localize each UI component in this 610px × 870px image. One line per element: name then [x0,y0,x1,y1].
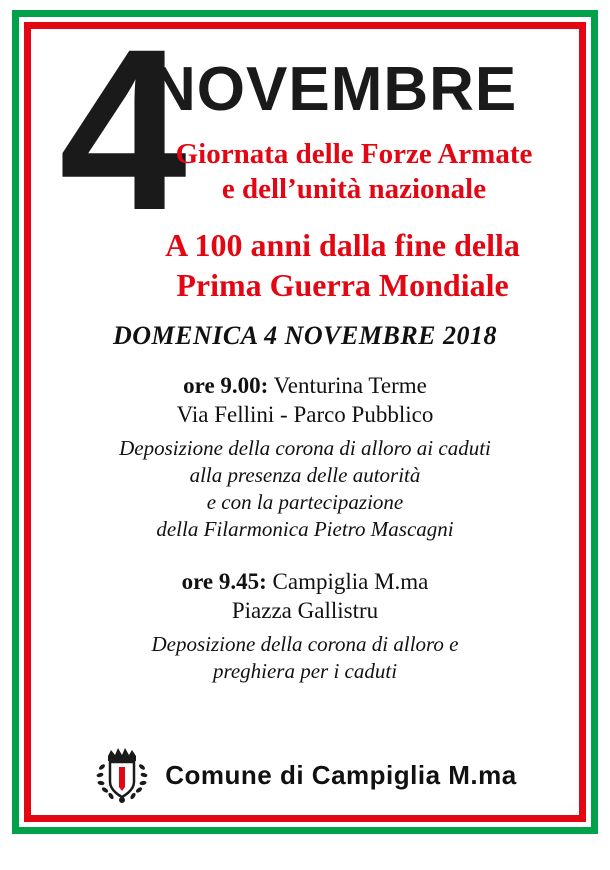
event-time: ore 9.45: [181,569,267,594]
event-time-place [31,371,579,400]
poster-header [31,29,579,303]
subtitle [139,137,569,207]
event-time: ore 9.00: [183,373,269,398]
month-title: NOVEMBRE [151,55,518,124]
event-address: Via Fellini - Parco Pubblico [176,402,434,427]
event-description-line: Deposizione della corona di alloro e [151,632,459,656]
event-description-line: alla presenza delle autorità [189,463,421,487]
event-time-place [31,567,579,596]
poster-content [31,29,579,815]
day-number: 4 [59,29,181,258]
anniversary-line-2: Prima Guerra Mondiale [176,267,509,303]
anniversary-line-1: A 100 anni dalla fine della [165,227,520,263]
event-place: Venturina Terme [273,373,427,398]
date-line: DOMENICA 4 NOVEMBRE 2018 [112,321,498,350]
event-description [31,435,579,543]
event-description-line: preghiera per i caduti [212,659,398,683]
comune-label: Comune di Campiglia M.ma [165,759,517,790]
event-item [31,371,579,543]
event-description-line: Deposizione della corona di alloro ai caduti [119,436,491,460]
anniversary-text [115,225,570,305]
comune-crest-icon [93,743,151,807]
poster-footer [31,743,579,807]
subtitle-line-2: e dell’unità nazionale [221,173,487,205]
event-description [31,631,579,685]
event-address: Piazza Gallistru [231,598,379,623]
event-description-line: e con la partecipazione [206,490,404,514]
event-item [31,567,579,685]
event-place: Campiglia M.ma [272,569,429,594]
subtitle-line-1: Giornata delle Forze Armate [175,138,533,170]
event-description-line: della Filarmonica Pietro Mascagni [156,517,454,541]
